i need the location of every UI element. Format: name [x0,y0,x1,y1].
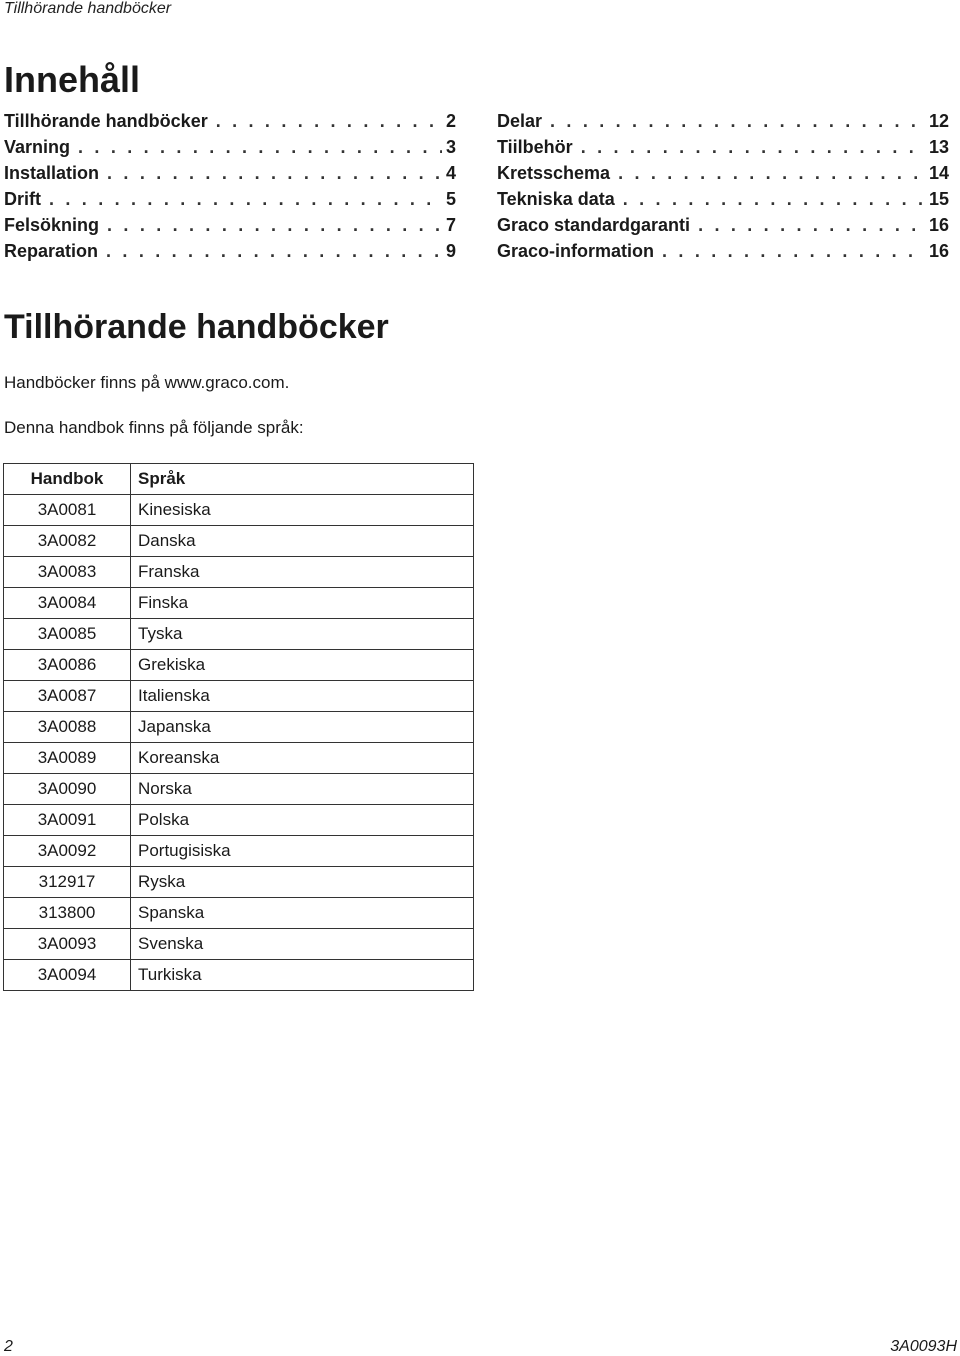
language-cell: Franska [131,557,474,588]
manual-number-cell: 3A0082 [4,526,131,557]
language-cell: Japanska [131,712,474,743]
language-cell: Kinesiska [131,495,474,526]
manual-number-cell: 3A0088 [4,712,131,743]
toc-entry[interactable] [497,215,949,241]
manual-number-cell: 3A0092 [4,836,131,867]
column-header-handbok: Handbok [4,464,131,495]
manual-number-cell: 3A0093 [4,929,131,960]
document-id: 3A0093H [890,1338,957,1355]
toc-entry[interactable] [497,137,949,163]
toc-leader-dots [49,189,442,210]
language-cell: Koreanska [131,743,474,774]
language-cell: Spanska [131,898,474,929]
table-row [4,743,474,774]
manual-number-cell: 3A0091 [4,805,131,836]
toc-entry-page: 7 [445,215,456,235]
toc-entry-label: Installation [4,163,100,183]
toc-entry[interactable] [4,137,456,163]
toc-entry-label: Kretsschema [497,163,611,183]
toc-entry-label: Felsökning [4,215,100,235]
toc-leader-dots [623,189,925,210]
toc-leader-dots [618,163,925,184]
table-row [4,836,474,867]
table-row [4,650,474,681]
toc-entry-label: Drift [4,189,41,209]
toc-entry-label: Tiilbehör [497,137,573,157]
language-cell: Polska [131,805,474,836]
table-row [4,557,474,588]
toc-entry-page: 13 [928,137,949,157]
toc-leader-dots [216,111,442,132]
manual-number-cell: 3A0081 [4,495,131,526]
table-header-row [4,464,474,495]
toc-entry[interactable] [4,163,456,189]
toc-entry-label: Graco standardgaranti [497,215,691,235]
toc-entry-page: 5 [445,189,456,209]
toc-entry[interactable] [4,215,456,241]
manual-number-cell: 3A0087 [4,681,131,712]
toc-entry[interactable] [4,189,456,215]
manuals-availability-text: Handböcker finns på www.graco.com. [4,373,290,392]
table-row [4,805,474,836]
table-row [4,774,474,805]
toc-title: Innehåll [4,59,141,100]
toc-leader-dots [107,215,442,236]
toc-entry[interactable] [497,189,949,215]
manual-number-cell: 3A0089 [4,743,131,774]
toc-entry[interactable] [4,111,456,137]
toc-entry-label: Delar [497,111,543,131]
table-row [4,960,474,991]
language-cell: Svenska [131,929,474,960]
toc-left-column [4,111,456,267]
language-cell: Portugisiska [131,836,474,867]
toc-entry-label: Tekniska data [497,189,615,209]
manual-languages-table [3,463,474,991]
manual-number-cell: 312917 [4,867,131,898]
page-number: 2 [4,1338,13,1355]
manual-number-cell: 3A0085 [4,619,131,650]
toc-entry[interactable] [497,163,949,189]
toc-entry-page: 15 [928,189,949,209]
running-header: Tillhörande handböcker [4,0,172,17]
language-cell: Grekiska [131,650,474,681]
manual-number-cell: 3A0094 [4,960,131,991]
section-title: Tillhörande handböcker [4,308,389,346]
toc-leader-dots [698,215,925,236]
toc-entry-page: 4 [445,163,456,183]
manual-number-cell: 313800 [4,898,131,929]
toc-entry-page: 12 [928,111,949,131]
table-row [4,898,474,929]
language-cell: Turkiska [131,960,474,991]
manual-number-cell: 3A0086 [4,650,131,681]
toc-entry-label: Graco-information [497,241,655,261]
table-row [4,712,474,743]
toc-leader-dots [662,241,925,262]
manual-number-cell: 3A0090 [4,774,131,805]
table-row [4,681,474,712]
toc-right-column [497,111,949,267]
language-cell: Finska [131,588,474,619]
toc-entry[interactable] [497,241,949,267]
toc-entry-page: 14 [928,163,949,183]
table-row [4,929,474,960]
toc-leader-dots [107,163,442,184]
toc-entry[interactable] [4,241,456,267]
toc-entry-label: Varning [4,137,71,157]
toc-entry-page: 3 [445,137,456,157]
toc-entry-page: 2 [445,111,456,131]
table-row [4,619,474,650]
table-row [4,588,474,619]
languages-intro-text: Denna handbok finns på följande språk: [4,418,304,437]
toc-leader-dots [78,137,442,158]
toc-leader-dots [581,137,925,158]
manual-number-cell: 3A0084 [4,588,131,619]
toc-leader-dots [550,111,925,132]
toc-entry-page: 9 [445,241,456,261]
toc-leader-dots [106,241,442,262]
toc-entry[interactable] [497,111,949,137]
table-row [4,867,474,898]
manual-number-cell: 3A0083 [4,557,131,588]
language-cell: Italienska [131,681,474,712]
toc-entry-label: Reparation [4,241,99,261]
language-cell: Ryska [131,867,474,898]
toc-entry-label: Tillhörande handböcker [4,111,208,131]
table-row [4,495,474,526]
language-cell: Tyska [131,619,474,650]
column-header-sprak: Språk [131,464,474,495]
toc-entry-page: 16 [928,241,949,261]
table-row [4,526,474,557]
language-cell: Danska [131,526,474,557]
language-cell: Norska [131,774,474,805]
toc-entry-page: 16 [928,215,949,235]
